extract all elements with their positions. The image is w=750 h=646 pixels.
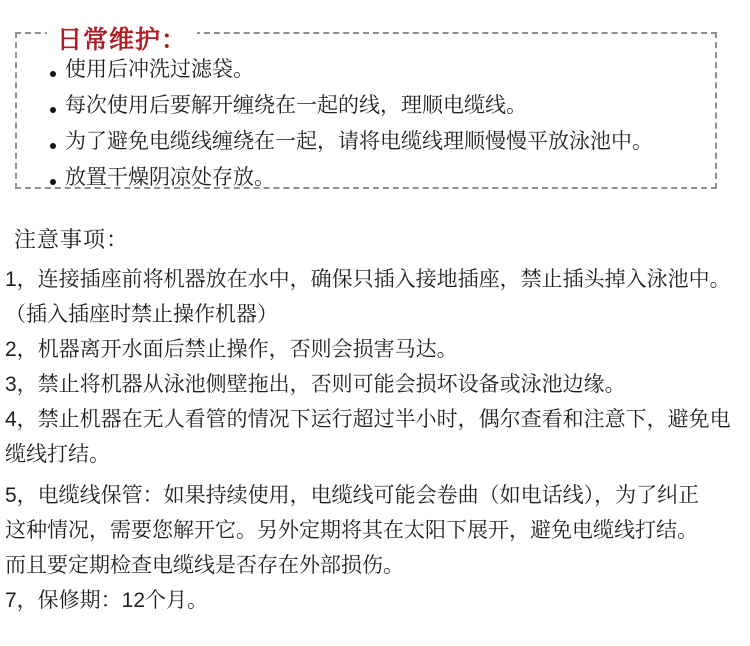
notes-section [0,222,750,618]
notes-heading: 注意事项： [14,227,130,252]
bullet-icon [50,143,56,149]
list-item [50,167,705,189]
daily-maintenance-title: 日常维护： [47,26,197,54]
bullet-icon [50,107,56,113]
note-line: 而且要定期检查电缆线是否存在外部损伤。 [5,554,404,577]
note-line: （插入插座时禁止操作机器） [5,303,278,326]
bullet-icon [50,71,56,77]
note-line: 3，禁止将机器从泳池侧壁拖出，否则可能会损坏设备或泳池边缘。 [5,373,626,396]
document-page [0,26,750,646]
note-line: 7，保修期：12个月。 [5,589,209,612]
list-item [50,95,705,117]
note-line: 1，连接插座前将机器放在水中，确保只插入接地插座，禁止插头掉入泳池中。 [5,268,731,291]
bullet-icon [50,179,56,185]
daily-maintenance-box [15,26,717,189]
daily-maintenance-list [50,59,705,189]
maintenance-item-text: 每次使用后要解开缠绕在一起的线，理顺电缆线。 [65,94,527,117]
note-line: 这种情况，需要您解开它。另外定期将其在太阳下展开，避免电缆线打结。 [5,519,698,542]
list-item [50,131,705,153]
note-line: 4，禁止机器在无人看管的情况下运行超过半小时，偶尔查看和注意下，避免电 [5,408,731,431]
note-line: 2，机器离开水面后禁止操作，否则会损害马达。 [5,338,458,361]
maintenance-item-text: 为了避免电缆线缠绕在一起，请将电缆线理顺慢慢平放泳池中。 [65,130,653,153]
note-line: 5，电缆线保管：如果持续使用，电缆线可能会卷曲（如电话线），为了纠正 [5,484,700,507]
maintenance-item-text: 使用后冲洗过滤袋。 [65,58,254,81]
note-line: 缆线打结。 [5,443,110,466]
maintenance-item-text: 放置干燥阴凉处存放。 [65,166,275,189]
list-item [50,59,705,81]
